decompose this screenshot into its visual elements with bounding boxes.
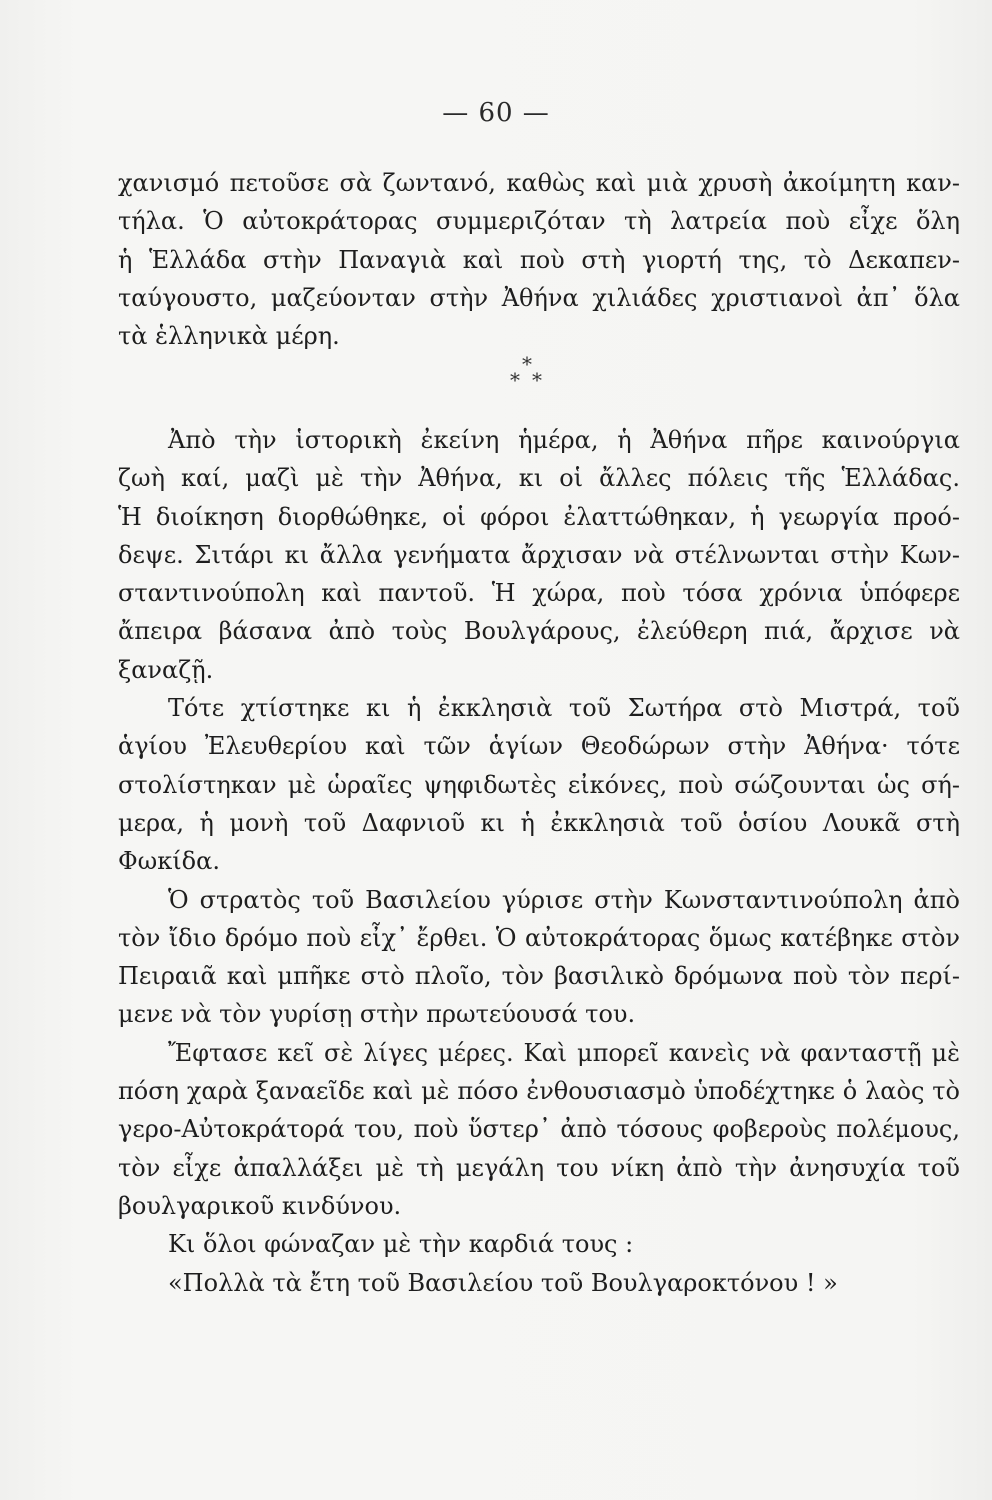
paragraph-continued	[118, 164, 960, 355]
text-line: στολίστηκαν μὲ ὡραῖες ψηφιδωτὲς εἰκόνες, ποὺ σώζουνται ὡς σή-	[118, 770, 960, 799]
page-number: — 60 —	[442, 98, 550, 128]
text-line: ἁγίου Ἐλευθερίου καὶ τῶν ἁγίων Θεοδώρων στὴν Ἀθήνα· τότε	[118, 732, 960, 761]
text-line: Πειραιᾶ καὶ μπῆκε στὸ πλοῖο, τὸν βασιλικὸ δρόμωνα ποὺ τὸν περί-	[118, 962, 960, 991]
text-line: Τότε χτίστηκε κι ἡ ἐκκλησιὰ τοῦ Σωτήρα στὸ Μιστρά, τοῦ	[168, 694, 960, 723]
text-line: τὸν ἴδιο δρόμο ποὺ εἶχ᾿ ἔρθει. Ὁ αὐτοκράτορας ὅμως κατέβηκε στὸν	[118, 923, 960, 952]
text-line: χανισμό πετοῦσε σὰ ζωντανό, καθὼς καὶ μιὰ χρυσὴ ἀκοίμητη καν-	[118, 169, 960, 197]
text-line: ξαναζῇ.	[118, 655, 214, 684]
text-line: Ἔφτασε κεῖ σὲ λίγες μέρες. Καὶ μπορεῖ κανεὶς νὰ φανταστῇ μὲ	[168, 1038, 960, 1067]
text-line: Ἀπὸ τὴν ἱστορικὴ ἐκείνη ἡμέρα, ἡ Ἀθήνα πῆρε καινούργια	[168, 426, 960, 454]
asterisk: *	[510, 368, 520, 392]
text-line: ζωὴ καί, μαζὶ μὲ τὴν Ἀθήνα, κι οἱ ἄλλες πόλεις τῆς Ἑλλάδας.	[118, 464, 960, 493]
text-line: Ὁ στρατὸς τοῦ Βασιλείου γύρισε στὴν Κωνσταντινούπολη ἀπὸ	[168, 885, 960, 914]
text-line: «Πολλὰ τὰ ἔτη τοῦ Βασιλείου τοῦ Βουλγαροκτόνου ! »	[168, 1268, 838, 1297]
text-line: Κι ὅλοι φώναζαν μὲ τὴν καρδιά τους :	[168, 1230, 634, 1259]
text-line: μενε νὰ τὸν γυρίσῃ στὴν πρωτεύουσά του.	[118, 1000, 636, 1029]
text-line: βουλγαρικοῦ κινδύνου.	[118, 1191, 402, 1220]
main-text	[118, 421, 960, 1302]
text-line: πόση χαρὰ ξαναεῖδε καὶ μὲ πόσο ἐνθουσιασμὸ ὑποδέχτηκε ὁ λαὸς τὸ	[118, 1077, 960, 1106]
text-line: σταντινούπολη καὶ παντοῦ. Ἡ χώρα, ποὺ τόσα χρόνια ὑπόφερε	[118, 579, 960, 608]
text-line: Φωκίδα.	[118, 847, 220, 876]
asterisk: *	[532, 368, 542, 392]
text-line: ταύγουστο, μαζεύονταν στὴν Ἀθήνα χιλιάδες χριστιανοὶ ἀπ᾿ ὅλα	[118, 283, 960, 312]
text-line: μερα, ἡ μονὴ τοῦ Δαφνιοῦ κι ἡ ἐκκλησιὰ τοῦ ὁσίου Λουκᾶ στὴ	[118, 808, 960, 837]
text-line: τήλα. Ὁ αὐτοκράτορας συμμεριζόταν τὴ λατρεία ποὺ εἶχε ὅλη	[118, 207, 960, 236]
text-line: ἡ Ἑλλάδα στὴν Παναγιὰ καὶ ποὺ στὴ γιορτή της, τὸ Δεκαπεν-	[118, 245, 960, 274]
asterisk: *	[522, 352, 532, 376]
text-line: γερο-Αὐτοκράτορά του, ποὺ ὕστερ᾿ ἀπὸ τόσους φοβεροὺς πολέμους,	[118, 1115, 960, 1144]
text-line: Ἡ διοίκηση διορθώθηκε, οἱ φόροι ἐλαττώθηκαν, ἡ γεωργία προό-	[118, 502, 960, 531]
section-separator-asterism	[508, 354, 552, 394]
text-line: δεψε. Σιτάρι κι ἄλλα γενήματα ἄρχισαν νὰ στέλνωνται στὴν Κων-	[118, 540, 960, 569]
text-line: ἄπειρα βάσανα ἀπὸ τοὺς Βουλγάρους, ἐλεύθερη πιά, ἄρχισε νὰ	[118, 617, 960, 646]
text-line: τὰ ἑλληνικὰ μέρη.	[118, 322, 340, 351]
text-line: τὸν εἶχε ἀπαλλάξει μὲ τὴ μεγάλη του νίκη ἀπὸ τὴν ἀνησυχία τοῦ	[118, 1153, 960, 1182]
